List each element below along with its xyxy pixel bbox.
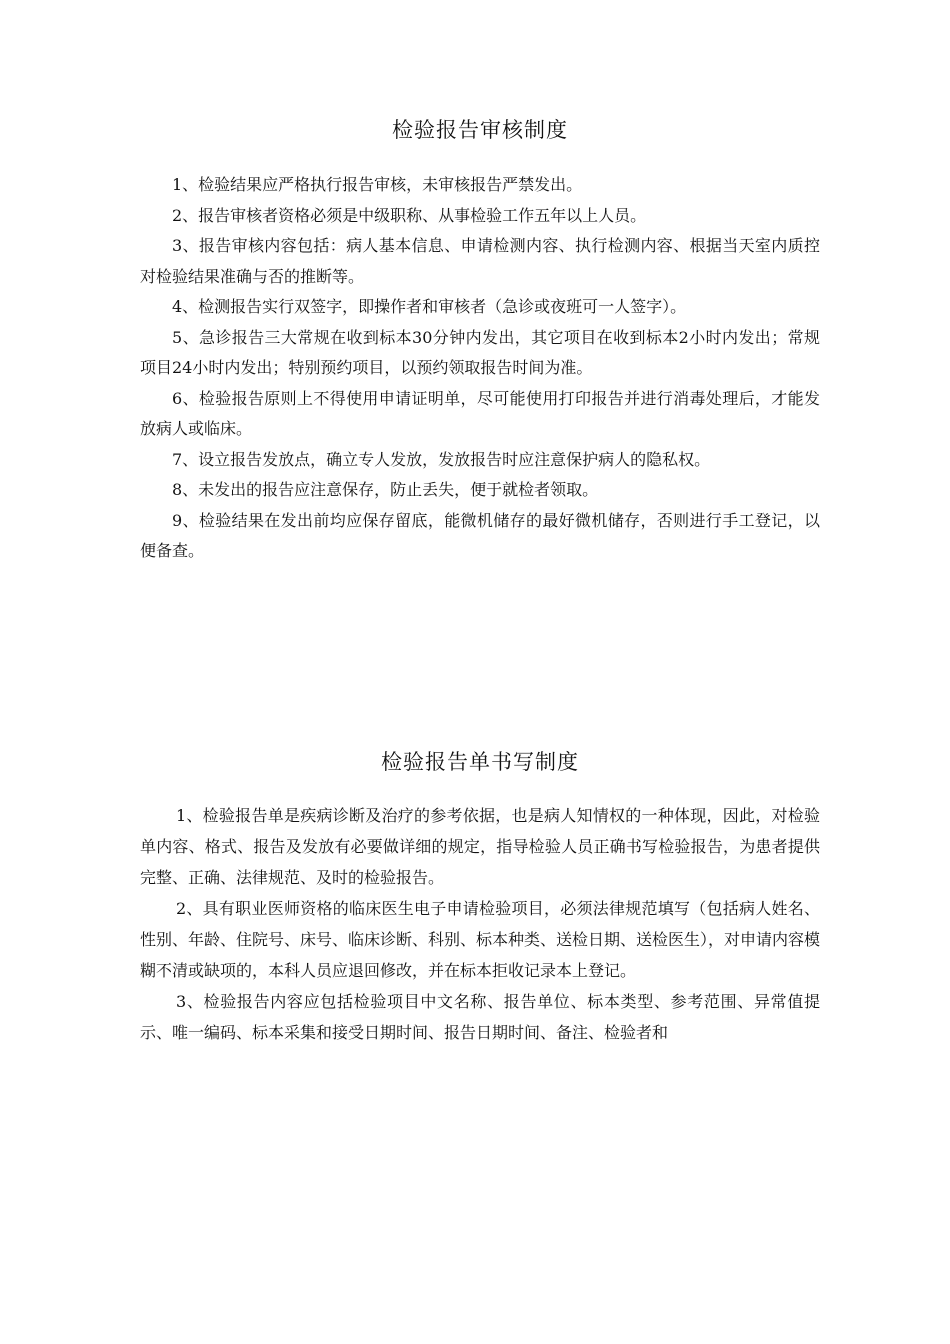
section-title: 检验报告审核制度 — [392, 118, 568, 142]
list-item: 1、检验报告单是疾病诊断及治疗的参考依据，也是病人知情权的一种体现，因此，对检验单内容、格式、报告及发放有必要做详细的规定，指导检验人员正确书写检验报告，为患者提供完整、正确、法律规范、及时的检验报告。 — [140, 806, 820, 887]
list-item: 1、检验结果应严格执行报告审核，未审核报告严禁发出。 — [172, 175, 583, 194]
list-item: 5、急诊报告三大常规在收到标本30分钟内发出，其它项目在收到标本2小时内发出；常规项目24小时内发出；特别预约项目，以预约领取报告时间为准。 — [140, 327, 820, 377]
list-item: 3、检验报告内容应包括检验项目中文名称、报告单位、标本类型、参考范围、异常值提示、唯一编码、标本采集和接受日期时间、报告日期时间、备注、检验者和 — [140, 992, 820, 1042]
list-item: 9、检验结果在发出前均应保存留底，能微机储存的最好微机储存，否则进行手工登记，以便备查。 — [140, 510, 820, 560]
list-item: 6、检验报告原则上不得使用申请证明单，尽可能使用打印报告并进行消毒处理后，才能发放病人或临床。 — [140, 388, 820, 438]
section-report-writing — [140, 744, 820, 1048]
list-item: 8、未发出的报告应注意保存，防止丢失，便于就检者领取。 — [172, 480, 599, 499]
list-item: 4、检测报告实行双签字，即操作者和审核者（急诊或夜班可一人签字）。 — [172, 297, 687, 316]
list-item: 3、报告审核内容包括：病人基本信息、申请检测内容、执行检测内容、根据当天室内质控对检验结果准确与否的推断等。 — [140, 236, 820, 286]
list-item: 2、报告审核者资格必须是中级职称、从事检验工作五年以上人员。 — [172, 205, 647, 225]
section-report-review — [140, 112, 820, 567]
list-item: 2、具有职业医师资格的临床医生电子申请检验项目，必须法律规范填写（包括病人姓名、性别、年龄、住院号、床号、临床诊断、科别、标本种类、送检日期、送检医生），对申请内容模糊不清或缺项的，本科人员应退回修改，并在标本拒收记录本上登记。 — [140, 899, 821, 980]
section-title: 检验报告单书写制度 — [381, 750, 579, 774]
list-item: 7、设立报告发放点，确立专人发放，发放报告时应注意保护病人的隐私权。 — [172, 449, 711, 469]
